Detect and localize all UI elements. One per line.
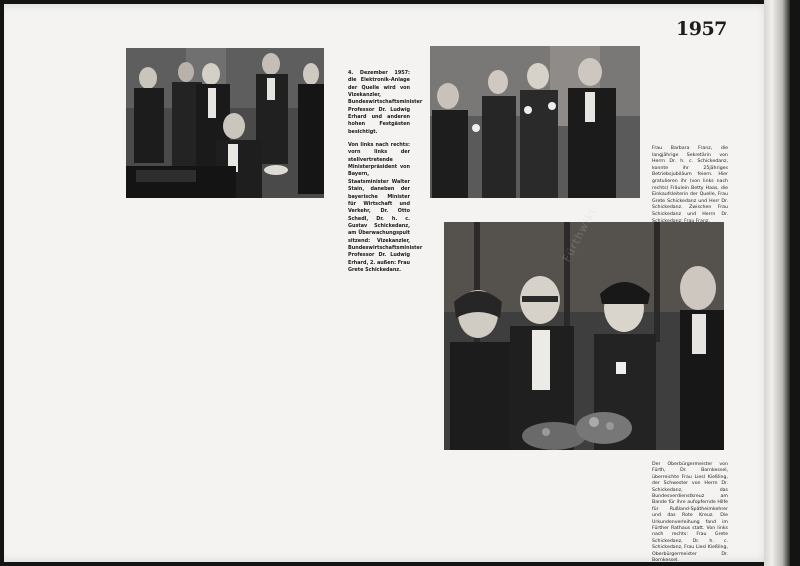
year-heading: 1957 bbox=[676, 18, 727, 40]
photo-jubilee-toast bbox=[430, 46, 640, 198]
photo-medal-ceremony bbox=[444, 222, 724, 450]
caption-electronics-visit-paragraph-2: Von links nach rechts: vorn links der stellvertretende Ministerpräsident von Bayern, Staatsminister Walter Stain, daneben der bayerische Minister für Wirtschaft und Verkehr, Dr. Otto Schedl, Dr. h. c. Gustav Schickedanz, am Überwachungspult sitzend: Vizekanzler, Bundeswirtschaftsminister Professor Dr. Ludwig Erhard, 2. außen: Frau Grete Schickedanz. bbox=[348, 142, 423, 273]
watermark: Fürthwiki bbox=[560, 205, 600, 265]
caption-medal-ceremony: Der Oberbürgermeister von Fürth, Dr. Bornkessel, überreichte Frau Liesl Kießling, der Schwester von Herrn Dr. Schickedanz, das Bundesverdienstkreuz am Bande für ihre aufopfernde Hilfe für Rußland-Spätheimkehrer und das Rote Kreuz. Die Urkundenverleihung fand im Fürther Rathaus statt. Von links nach rechts: Frau Grete Schickedanz, Dr. h. c. Schickedanz, Frau Liesl Kießling, Oberbürgermeister Dr. Bornkessel. bbox=[652, 462, 728, 562]
caption-electronics-visit-paragraph-1: 4. Dezember 1957: die Elektronik-Anlage der Quelle wird von Vizekanzler, Bundeswirtschaftsminister Professor Dr. Ludwig Erhard und anderen hohen Festgästen besichtigt. bbox=[348, 70, 423, 135]
photo-electronics-visit-image bbox=[126, 48, 324, 198]
caption-electronics-visit bbox=[348, 70, 423, 280]
caption-jubilee: Frau Barbara Franz, die langjährige Sekretärin von Herrn Dr. h. c. Schickedanz, konnte ihr 25jähriges Betriebsjubiläum feiern. Hier gratulieren ihr (von links nach rechts) Fräulein Betty Haas, die Einkaufsleiterin der Quelle, Frau Grete Schickedanz und Herr Dr. Schickedanz. Zwischen Frau Schickedanz und Herrn Dr. bbox=[652, 146, 728, 217]
book-gutter bbox=[764, 0, 790, 566]
album-page bbox=[4, 4, 772, 562]
photo-electronics-visit bbox=[126, 48, 324, 198]
photo-jubilee-toast-image bbox=[430, 46, 640, 198]
photo-medal-ceremony-image bbox=[444, 222, 724, 450]
